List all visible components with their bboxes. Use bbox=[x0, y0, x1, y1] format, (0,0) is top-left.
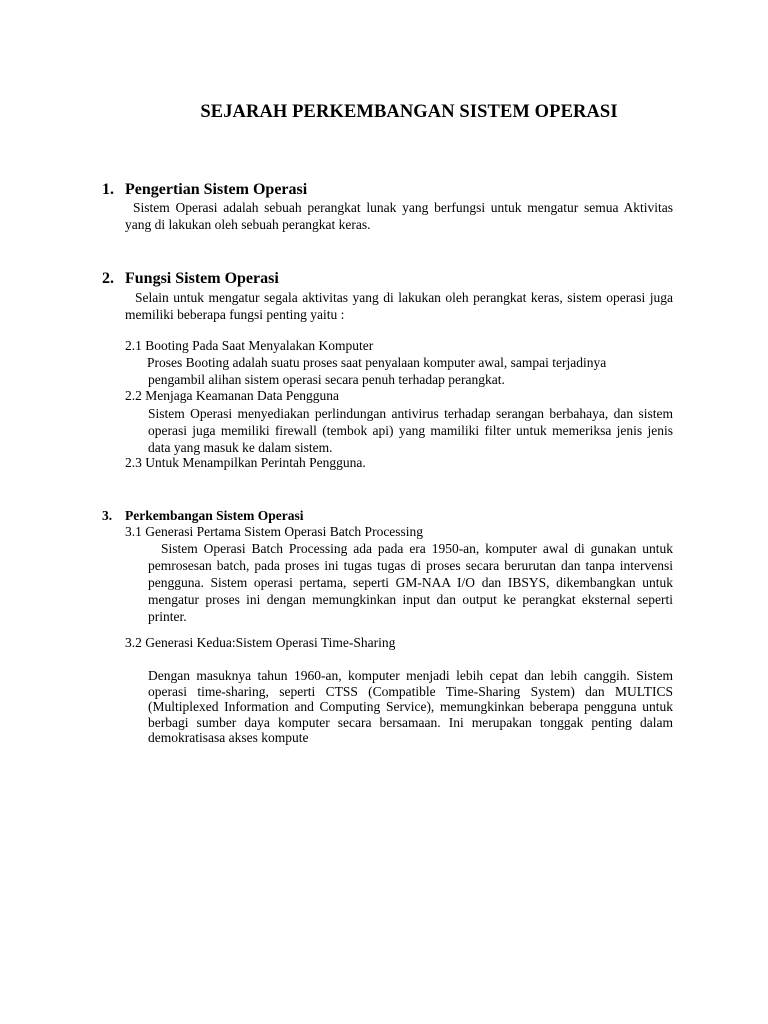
subsection-2-1-line-2: pengambil alihan sistem operasi secara penuh terhadap perangkat. bbox=[148, 372, 505, 387]
section-1-title: Pengertian Sistem Operasi bbox=[125, 181, 308, 198]
section-2-title: Fungsi Sistem Operasi bbox=[125, 270, 279, 287]
subsection-3-2-body: Dengan masuknya tahun 1960-an, komputer menjadi lebih cepat dan lebih canggih. Sistem operasi time-sharing, seperti CTSS (Compatible Time-Sharing System) dan MULTICS (Multiplexed Information and Computing Service), memungkinkan beberapa pengguna untuk berbagi sumber daya komputer secara bersamaan. Ini merupakan tonggak penting dalam demokratisasa akses kompute bbox=[148, 668, 673, 745]
subsection-2-2-body: Sistem Operasi menyediakan perlindungan antivirus terhadap serangan berbahaya, dan sistem operasi juga memiliki firewall (tembok api) yang mamiliki filter untuk memeriksa jenis jenis data yang masuk ke dalam sistem. bbox=[148, 406, 673, 455]
section-2-heading bbox=[102, 270, 279, 288]
subsection-3-1-body: Sistem Operasi Batch Processing ada pada era 1950-an, komputer awal di gunakan untuk pemrosesan batch, pada proses ini tugas tugas di proses secara berurutan dan tanpa intervensi pengguna. Sistem operasi pertama, seperti GM-NAA I/O dan IBSYS, dikembangkan untuk mengatur proses ini dengan memungkinkan input dan output ke perangkat eksternal seperti printer. bbox=[148, 541, 673, 624]
section-1-number: 1. bbox=[102, 181, 114, 198]
section-2-body: Selain untuk mengatur segala aktivitas yang di lakukan oleh perangkat keras, sistem operasi juga memiliki beberapa fungsi penting yaitu : bbox=[125, 290, 673, 322]
document-title: SEJARAH PERKEMBANGAN SISTEM OPERASI bbox=[200, 102, 618, 122]
section-1-body: Sistem Operasi adalah sebuah perangkat lunak yang berfungsi untuk mengatur semua Aktivitas yang di lakukan oleh sebuah perangkat keras. bbox=[125, 200, 673, 232]
subsection-2-3-label: 2.3 Untuk Menampilkan Perintah Pengguna. bbox=[125, 455, 366, 470]
subsection-3-2-label: 3.2 Generasi Kedua:Sistem Operasi Time-Sharing bbox=[125, 635, 396, 650]
section-2-number: 2. bbox=[102, 270, 114, 287]
subsection-2-1-line-1: Proses Booting adalah suatu proses saat penyalaan komputer awal, sampai terjadinya bbox=[147, 355, 607, 370]
section-3-title: Perkembangan Sistem Operasi bbox=[125, 508, 304, 523]
section-1-heading bbox=[102, 181, 307, 199]
subsection-2-1-label: 2.1 Booting Pada Saat Menyalakan Komputer bbox=[125, 338, 374, 353]
subsection-3-1-label: 3.1 Generasi Pertama Sistem Operasi Batch Processing bbox=[125, 524, 424, 539]
subsection-2-2-label: 2.2 Menjaga Keamanan Data Pengguna bbox=[125, 388, 340, 403]
section-3-number: 3. bbox=[102, 508, 113, 523]
section-3-heading bbox=[102, 508, 304, 524]
